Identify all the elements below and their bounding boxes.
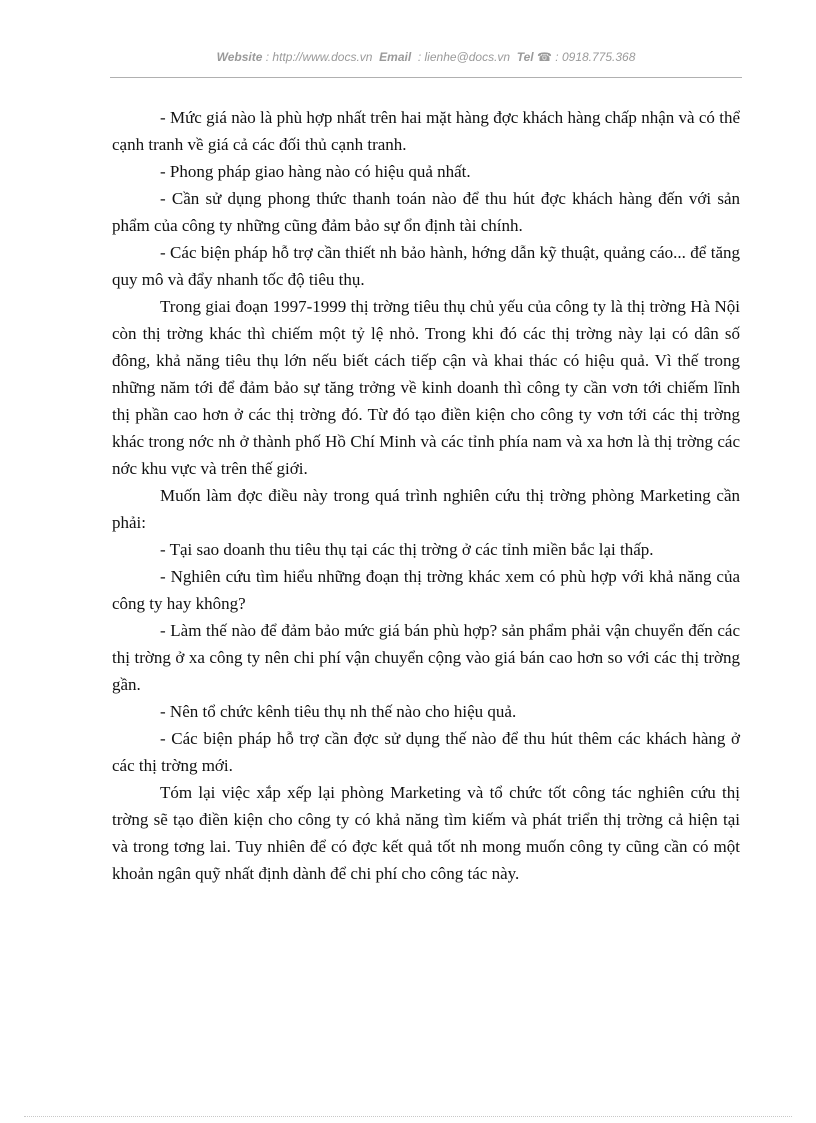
email-address[interactable]: : lienhe@docs.vn <box>417 50 511 64</box>
phone-icon: ☎ <box>537 50 552 64</box>
paragraph: - Cần sử dụng phong thức thanh toán nào để thu hút đợc khách hàng đến với sản phẩm của công ty những cũng đảm bảo sự ổn định tài chính. <box>112 189 740 235</box>
paragraph: - Tại sao doanh thu tiêu thụ tại các thị trờng ở các tỉnh miền bắc lại thấp. <box>160 540 654 559</box>
paragraph: Muốn làm đợc điều này trong quá trình nghiên cứu thị trờng phòng Marketing cần phải: <box>112 486 740 532</box>
paragraph: Trong giai đoạn 1997-1999 thị trờng tiêu thụ chủ yếu của công ty là thị trờng Hà Nội còn thị trờng khác thì chiếm một tỷ lệ nhỏ. Trong khi đó các thị trờng này lại có dân số đông, khả năng tiêu thụ lớn nếu biết cách tiếp cận và khai thác có hiệu quả. Vì thế trong những năm tới để đảm bảo sự tăng trởng về kinh doanh thì công ty cần vơn tới chiếm lĩnh thị phần cao hơn ở các thị trờng đó. Từ đó tạo điền kiện cho công ty vơn tới các thị trờng khác trong nớc nh ở thành phố Hồ Chí Minh và các tỉnh phía nam và xa hơn là thị trờng các nớc khu vực và trên thế giới. <box>112 297 740 478</box>
paragraph: - Các biện pháp hỗ trợ cần đợc sử dụng thế nào để thu hút thêm các khách hàng ở các thị trờng mới. <box>112 729 740 775</box>
paragraph: - Phong pháp giao hàng nào có hiệu quả nhất. <box>160 162 471 181</box>
page-header <box>110 50 742 64</box>
website-label: Website <box>216 50 263 64</box>
paragraph: - Mức giá nào là phù hợp nhất trên hai mặt hàng đợc khách hàng chấp nhận và có thể cạnh tranh về giá cả các đối thủ cạnh tranh. <box>112 108 740 154</box>
paragraph: - Nên tổ chức kênh tiêu thụ nh thế nào cho hiệu quả. <box>160 702 517 721</box>
email-label: Email <box>379 50 412 64</box>
website-url[interactable]: : http://www.docs.vn <box>265 50 373 64</box>
paragraph: - Nghiên cứu tìm hiểu những đoạn thị trờng khác xem có phù hợp với khả năng của công ty hay không? <box>112 567 740 613</box>
footer-divider <box>24 1116 792 1117</box>
paragraph: - Các biện pháp hỗ trợ cần thiết nh bảo hành, hớng dẫn kỹ thuật, quảng cáo... để tăng quy mô và đẩy nhanh tốc độ tiêu thụ. <box>112 243 740 289</box>
paragraph: Tóm lại việc xắp xếp lại phòng Marketing và tổ chức tốt công tác nghiên cứu thị trờng sẽ tạo điền kiện cho công ty có khả năng tìm kiếm và phát triển thị trờng cả hiện tại và trong tơng lai. Tuy nhiên để có đợc kết quả tốt nh mong muốn công ty cũng cần có một khoản ngân quỹ nhất định dành để chi phí cho công tác này. <box>112 783 740 883</box>
paragraph: - Làm thế nào để đảm bảo mức giá bán phù hợp? sản phẩm phải vận chuyển đến các thị trờng ở xa công ty nên chi phí vận chuyển cộng vào giá bán cao hơn so với các thị trờng gần. <box>112 621 740 694</box>
tel-number: : 0918.775.368 <box>555 50 636 64</box>
tel-label: Tel <box>516 50 534 64</box>
header-divider <box>110 77 742 78</box>
document-body <box>112 104 740 887</box>
